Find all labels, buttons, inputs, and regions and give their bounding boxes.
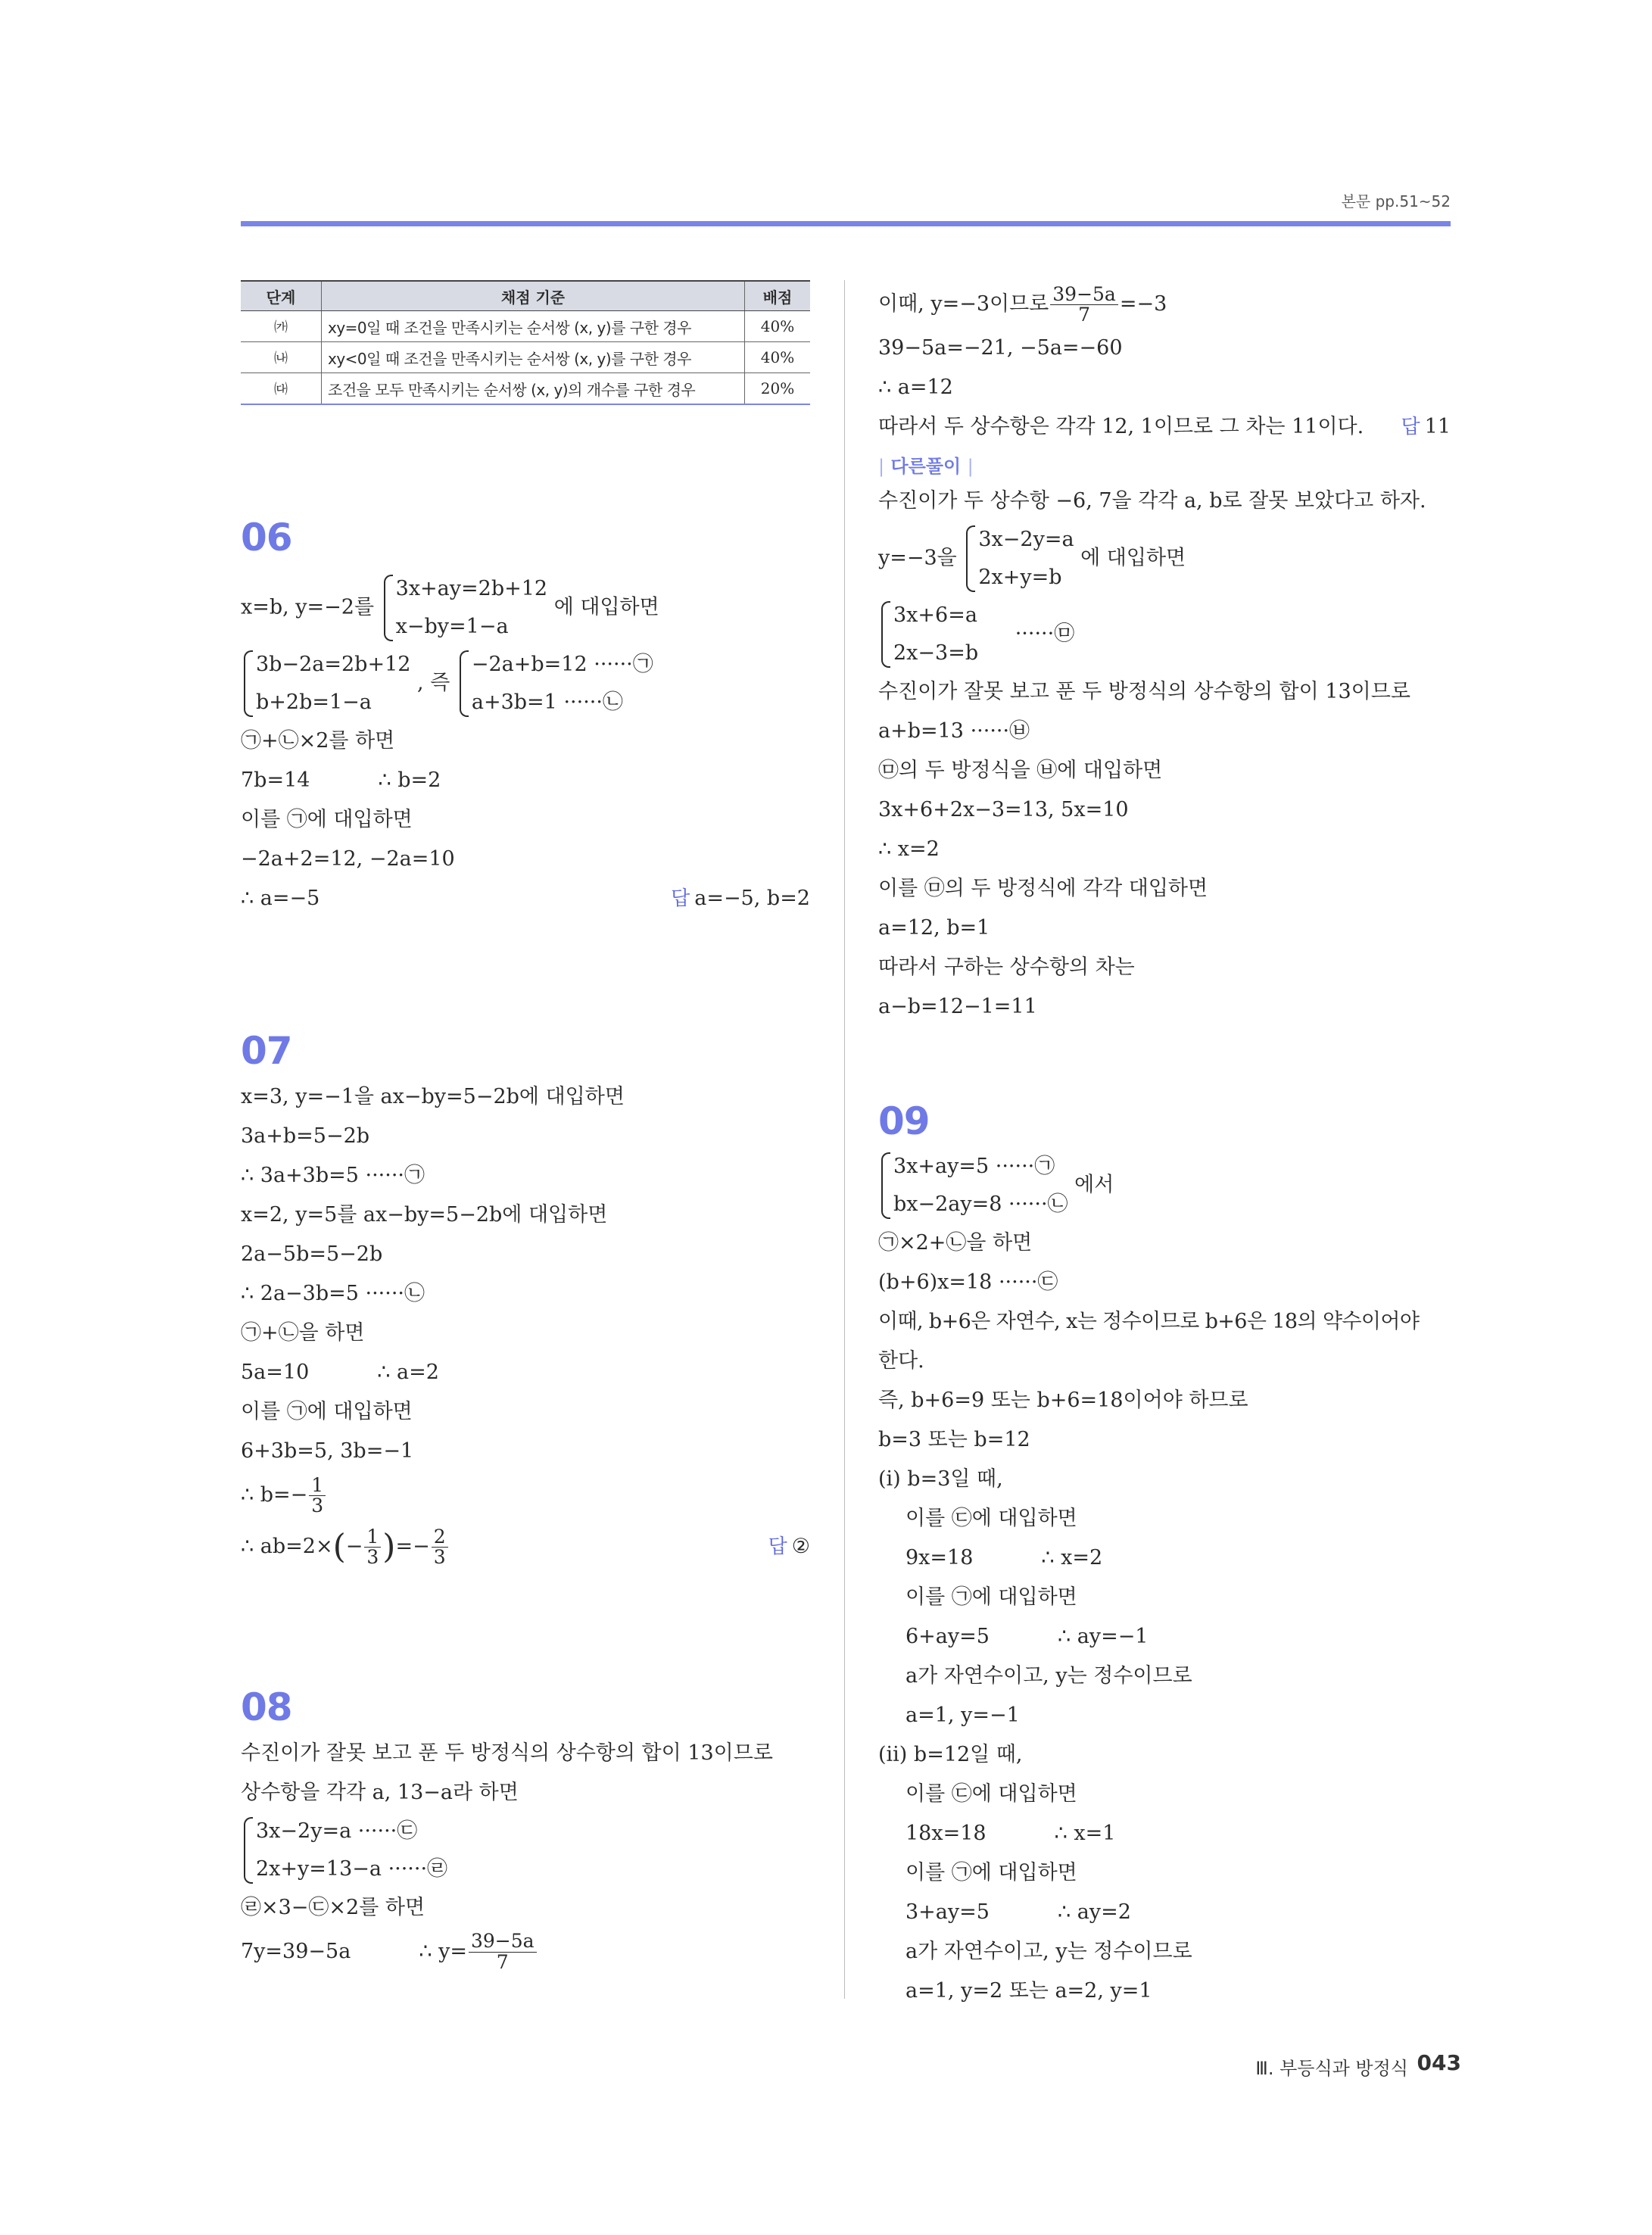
solution-line: 3a+b=5−2b xyxy=(241,1124,370,1148)
problem-number: 07 xyxy=(241,1029,292,1073)
solution-line: x=2, y=5를 ax−by=5−2b에 대입하면 xyxy=(241,1203,608,1227)
solution-line: a=1, y=2 또는 a=2, y=1 xyxy=(905,1979,1152,2003)
solution-line xyxy=(241,1353,810,1392)
solution-line: ㉠+㉡을 하면 xyxy=(241,1321,365,1345)
equation: 2x+y=b xyxy=(978,566,1062,589)
solution-line: ∴ 3a+3b=5 ······㉠ xyxy=(241,1164,425,1187)
answer xyxy=(671,879,810,918)
text: ∴ b=2 xyxy=(378,768,441,792)
solution-line: b=3 또는 b=12 xyxy=(878,1428,1030,1451)
text: ∴ ay=2 xyxy=(1057,1900,1131,1924)
text: 에 대입하면 xyxy=(553,595,659,619)
solution-line: ∴ ab=2×(− $\frac{1}{3}$ )=− $\frac{2}{3}$ 답 ② xyxy=(241,1520,810,1575)
solution-line: 이를 ㉠에 대입하면 xyxy=(905,1861,1077,1884)
fraction xyxy=(432,1527,448,1568)
text: , 즉 xyxy=(417,671,450,695)
text: ∴ ay=−1 xyxy=(1057,1625,1149,1648)
solution-line xyxy=(878,1893,1451,1932)
problem-06 xyxy=(241,516,810,918)
problem-08 xyxy=(241,1685,810,1976)
text: =−3 xyxy=(1119,292,1167,316)
table-cell-step: ㈎ xyxy=(241,311,322,342)
solution-line: a−b=12−1=11 xyxy=(878,995,1037,1018)
answer xyxy=(768,1520,810,1574)
solution-line: 이를 ㉤의 두 방정식에 각각 대입하면 xyxy=(878,877,1208,900)
table-cell-criteria: xy=0일 때 조건을 만족시키는 순서쌍 (x, y)를 구한 경우 xyxy=(322,311,745,342)
solution-line: 따라서 구하는 상수항의 차는 xyxy=(878,955,1135,979)
equation: 3x+ay=2b+12 xyxy=(395,577,548,600)
text: ∴ b=− xyxy=(241,1483,308,1507)
problem-number: 08 xyxy=(241,1685,292,1729)
solution-line: ∴ a=12 xyxy=(878,376,953,399)
numerator: 39−5a xyxy=(1050,285,1118,305)
answer-label: 답 xyxy=(1401,416,1420,438)
solution-line: 즉, b+6=9 또는 b+6=18이어야 하므로 xyxy=(878,1389,1248,1412)
alternative-solution-label: | 다른풀이 | xyxy=(878,456,974,477)
table-header-criteria: 채점 기준 xyxy=(322,281,745,311)
denominator: 3 xyxy=(366,1546,379,1568)
answer xyxy=(1401,407,1451,447)
text: 5a=10 xyxy=(241,1361,310,1384)
problem-number: 06 xyxy=(241,516,292,560)
header-rule xyxy=(241,221,1451,226)
text: ∴ x=2 xyxy=(1041,1546,1103,1569)
solution-line: 수진이가 잘못 보고 푼 두 방정식의 상수항의 합이 13이므로 xyxy=(878,680,1410,703)
text: 9x=18 xyxy=(905,1546,974,1569)
text: 에서 xyxy=(1074,1173,1114,1197)
numerator: 39−5a xyxy=(469,1931,537,1952)
solution-line: −2a+2=12, −2a=10 xyxy=(241,847,455,871)
solution-line: ㉠×2+㉡을 하면 xyxy=(878,1231,1033,1255)
numerator: 2 xyxy=(432,1527,448,1548)
denominator: 3 xyxy=(433,1546,446,1568)
equation: x−by=1−a xyxy=(395,615,509,638)
problem-number: 09 xyxy=(878,1099,930,1143)
text: 이때, y=−3이므로 xyxy=(878,292,1049,316)
table-row xyxy=(241,342,810,373)
solution-line: 이를 ㉠에 대입하면 xyxy=(241,808,413,831)
solution-line xyxy=(878,1538,1451,1578)
column-divider xyxy=(844,280,845,1999)
equation-system xyxy=(241,646,410,722)
table-cell-score: 20% xyxy=(745,373,811,405)
text: 7y=39−5a xyxy=(241,1939,351,1963)
solution-line xyxy=(878,1148,1451,1223)
table-header-row xyxy=(241,281,810,311)
text: y=−3을 xyxy=(878,546,957,570)
table-row xyxy=(241,311,810,342)
problem-09 xyxy=(878,1099,1451,2011)
solution-line xyxy=(878,597,1451,672)
answer-value: ② xyxy=(791,1535,810,1558)
solution-line: a가 자연수이고, y는 정수이므로 xyxy=(905,1940,1192,1963)
text: 6+ay=5 xyxy=(905,1625,990,1648)
table-cell-step: ㈐ xyxy=(241,373,322,405)
solution-line: 2a−5b=5−2b xyxy=(241,1242,383,1266)
text: 3+ay=5 xyxy=(905,1900,990,1924)
case-heading: (ⅰ) b=3일 때, xyxy=(878,1467,1003,1491)
table-header-score: 배점 xyxy=(745,281,811,311)
solution-line: a=12, b=1 xyxy=(878,916,990,940)
answer-label: 답 xyxy=(768,1535,787,1558)
table-row xyxy=(241,373,810,405)
right-column xyxy=(878,280,1451,2011)
answer-value: a=−5, b=2 xyxy=(694,887,810,910)
solution-line: 이를 ㉢에 대입하면 xyxy=(905,1782,1077,1806)
text: ∴ x=1 xyxy=(1054,1822,1116,1845)
solution-line: 이를 ㉠에 대입하면 xyxy=(241,1400,413,1423)
equation: 3x−2y=a xyxy=(978,528,1074,551)
equation-system xyxy=(241,1813,447,1888)
equation-system xyxy=(878,597,978,672)
text: 7b=14 xyxy=(241,768,310,792)
solution-line xyxy=(241,646,810,722)
solution-line: 이를 ㉢에 대입하면 xyxy=(905,1507,1077,1530)
fraction xyxy=(309,1473,326,1516)
equation-system xyxy=(878,1148,1068,1223)
solution-line: ㉣×3−㉢×2를 하면 xyxy=(241,1895,425,1919)
solution-line: 39−5a=−21, −5a=−60 xyxy=(878,336,1123,360)
solution-line: 6+3b=5, 3b=−1 xyxy=(241,1439,414,1463)
text: 에 대입하면 xyxy=(1080,546,1186,570)
solution-line: 이를 ㉠에 대입하면 xyxy=(905,1585,1077,1609)
fraction xyxy=(364,1527,381,1568)
answer-value: 11 xyxy=(1424,415,1451,438)
solution-line: a가 자연수이고, y는 정수이므로 xyxy=(905,1664,1192,1688)
solution-line xyxy=(241,761,810,800)
text: =− xyxy=(395,1535,430,1558)
solution-line: ∴ 2a−3b=5 ······㉡ xyxy=(241,1282,425,1305)
table-cell-score: 40% xyxy=(745,311,811,342)
text: 따라서 두 상수항은 각각 12, 1이므로 그 차는 11이다. xyxy=(878,415,1364,438)
equation: bx−2ay=8 ······㉡ xyxy=(893,1192,1068,1216)
solution-line: 수진이가 두 상수항 −6, 7을 각각 a, b로 잘못 보았다고 하자. xyxy=(878,489,1426,513)
page-number: 043 xyxy=(1417,2050,1461,2075)
solution-line: 3x+6+2x−3=13, 5x=10 xyxy=(878,798,1129,821)
equation: 3b−2a=2b+12 xyxy=(256,653,411,676)
solution-line: (b+6)x=18 ······㉢ xyxy=(878,1270,1058,1294)
table-header-step: 단계 xyxy=(241,281,322,311)
solution-line xyxy=(878,521,1451,597)
equation: a+3b=1 ······㉡ xyxy=(471,690,623,714)
answer-label: 답 xyxy=(671,887,690,910)
equation: 3x+ay=5 ······㉠ xyxy=(893,1155,1055,1178)
solution-line xyxy=(241,1813,810,1888)
fraction xyxy=(1050,282,1118,326)
table-cell-criteria: xy<0일 때 조건을 만족시키는 순서쌍 (x, y)를 구한 경우 xyxy=(322,342,745,373)
denominator: 3 xyxy=(311,1495,324,1516)
page-reference: 본문 pp.51~52 xyxy=(1341,192,1451,210)
text: ∴ a=2 xyxy=(377,1361,439,1384)
solution-line xyxy=(878,1814,1451,1853)
case-heading: (ⅱ) b=12일 때, xyxy=(878,1743,1023,1766)
chapter-title: Ⅲ. 부등식과 방정식 xyxy=(1255,2058,1408,2079)
table-cell-step: ㈏ xyxy=(241,342,322,373)
solution-line: ∴ x=2 xyxy=(878,837,940,861)
solution-line: 한다. xyxy=(878,1349,924,1373)
solution-line xyxy=(241,1928,810,1976)
solution-line: ㉠+㉡×2를 하면 xyxy=(241,729,395,753)
text: 18x=18 xyxy=(905,1822,987,1845)
table-cell-score: 40% xyxy=(745,342,811,373)
solution-line: ㉤의 두 방정식을 ㉥에 대입하면 xyxy=(878,759,1163,782)
text: ∴ y= xyxy=(419,1939,467,1963)
table-cell-criteria: 조건을 모두 만족시키는 순서쌍 (x, y)의 개수를 구한 경우 xyxy=(322,373,745,405)
solution-line: a=1, y=−1 xyxy=(905,1704,1020,1727)
solution-line xyxy=(241,1471,810,1520)
left-column xyxy=(241,280,810,1976)
problem-08-continued xyxy=(878,280,1451,1027)
equation: b+2b=1−a xyxy=(256,690,372,714)
fraction xyxy=(469,1931,537,1972)
label-text: 다른풀이 xyxy=(890,456,962,477)
solution-line xyxy=(878,1617,1451,1657)
text: − xyxy=(345,1535,363,1558)
solution-line xyxy=(241,570,810,646)
grading-table xyxy=(241,280,810,405)
equation-system xyxy=(457,646,653,722)
solution-line: 이때, b+6은 자연수, x는 정수이므로 b+6은 18의 약수이어야 xyxy=(878,1310,1420,1333)
equation: −2a+b=12 ······㉠ xyxy=(471,653,653,676)
numerator: 1 xyxy=(364,1527,381,1548)
equation: 3x−2y=a ······㉢ xyxy=(256,1819,418,1843)
equation: 2x−3=b xyxy=(893,641,979,665)
equation-tag: ······㉤ xyxy=(1015,622,1075,646)
denominator: 7 xyxy=(1078,304,1090,326)
solution-line xyxy=(241,879,810,918)
equation: 2x+y=13−a ······㉣ xyxy=(256,1856,448,1881)
solution-line: a+b=13 ······㉥ xyxy=(878,719,1030,743)
equation: 3x+6=a xyxy=(893,603,977,627)
text: x=b, y=−2를 xyxy=(241,595,375,619)
equation-system xyxy=(963,521,1074,597)
equation-system xyxy=(381,570,547,646)
denominator: 7 xyxy=(496,1950,509,1973)
solution-line: 수진이가 잘못 보고 푼 두 방정식의 상수항의 합이 13이므로 xyxy=(241,1741,773,1765)
solution-line xyxy=(878,280,1451,329)
numerator: 1 xyxy=(309,1476,326,1496)
solution-line: 상수항을 각각 a, 13−a라 하면 xyxy=(241,1780,519,1804)
text: ∴ a=−5 xyxy=(241,887,320,910)
solution-line xyxy=(878,407,1451,447)
problem-07 xyxy=(241,1029,810,1575)
text: ∴ ab=2× xyxy=(241,1535,333,1558)
solution-line: x=3, y=−1을 ax−by=5−2b에 대입하면 xyxy=(241,1085,625,1108)
